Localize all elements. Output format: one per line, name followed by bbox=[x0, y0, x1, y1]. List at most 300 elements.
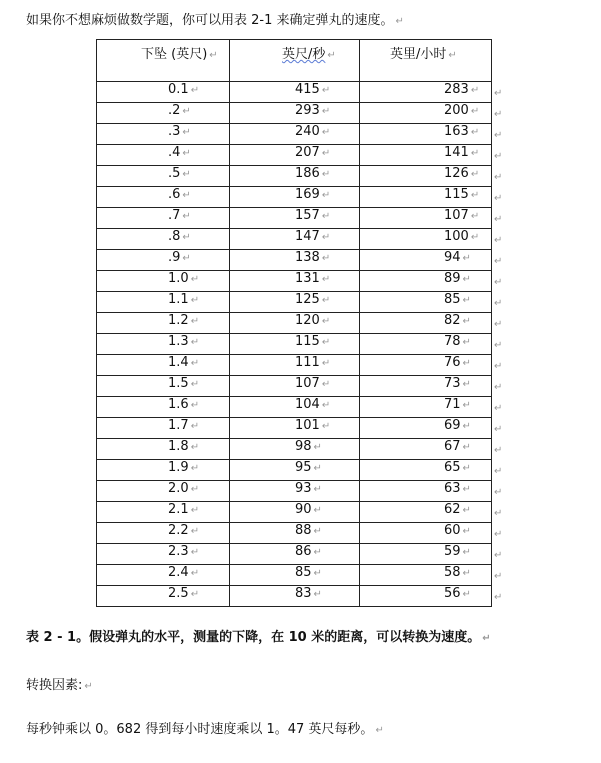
cell-mark-icon: ↵ bbox=[190, 295, 200, 306]
fps-cell-value: 147 bbox=[295, 229, 320, 244]
drop-cell-value: .3 bbox=[168, 124, 181, 139]
cell-mark-icon: ↵ bbox=[321, 106, 331, 117]
drop-cell bbox=[97, 397, 230, 418]
mph-cell bbox=[360, 166, 492, 187]
drop-cell-value: 1.7 bbox=[168, 418, 189, 433]
fps-cell bbox=[230, 166, 360, 187]
cell-mark-icon: ↵ bbox=[321, 421, 331, 432]
drop-cell bbox=[97, 103, 230, 124]
cell-mark-icon: ↵ bbox=[462, 274, 471, 285]
cell-mark-icon: ↵ bbox=[321, 316, 331, 327]
table-body bbox=[97, 82, 492, 607]
drop-cell-value: 2.1 bbox=[168, 502, 189, 517]
mph-cell-value: 69 bbox=[444, 418, 461, 433]
drop-cell-value: 1.0 bbox=[168, 271, 189, 286]
drop-cell-value: 1.3 bbox=[168, 334, 189, 349]
mph-cell bbox=[360, 481, 492, 502]
mph-cell bbox=[360, 376, 492, 397]
drop-cell bbox=[97, 292, 230, 313]
drop-cell-value: .7 bbox=[168, 208, 181, 223]
header-mph bbox=[360, 40, 492, 82]
mph-cell bbox=[360, 208, 492, 229]
drop-cell-value: .5 bbox=[168, 166, 181, 181]
table-row bbox=[97, 229, 492, 250]
caption-text: 表 2 - 1。假设弹丸的水平，测量的下降，在 10 米的距离，可以转换为速度。 bbox=[26, 630, 481, 645]
cell-mark-icon: ↵ bbox=[321, 274, 331, 285]
fps-cell-value: 169 bbox=[295, 187, 320, 202]
drop-cell bbox=[97, 502, 230, 523]
mph-cell bbox=[360, 250, 492, 271]
row-end-mark-icon: ↵ bbox=[494, 403, 503, 414]
paragraph-mark-icon: ↵ bbox=[84, 681, 93, 692]
fps-cell bbox=[230, 418, 360, 439]
mph-cell-value: 76 bbox=[444, 355, 461, 370]
cell-mark-icon: ↵ bbox=[190, 274, 200, 285]
fps-cell-value: 186 bbox=[295, 166, 320, 181]
cell-mark-icon: ↵ bbox=[470, 127, 480, 138]
drop-cell bbox=[97, 481, 230, 502]
cell-mark-icon: ↵ bbox=[462, 253, 471, 264]
drop-cell-value: 2.4 bbox=[168, 565, 189, 580]
table-row bbox=[97, 481, 492, 502]
cell-mark-icon: ↵ bbox=[313, 442, 322, 453]
drop-cell bbox=[97, 586, 230, 607]
row-end-mark-icon: ↵ bbox=[494, 340, 503, 351]
cell-mark-icon: ↵ bbox=[190, 505, 200, 516]
mph-cell-value: 65 bbox=[444, 460, 461, 475]
mph-cell bbox=[360, 82, 492, 103]
drop-cell-value: 2.0 bbox=[168, 481, 189, 496]
header-fps bbox=[230, 40, 360, 82]
row-end-mark-icon: ↵ bbox=[494, 571, 503, 582]
row-end-mark-icon: ↵ bbox=[494, 466, 503, 477]
conversion-title-text: 转换因素: bbox=[26, 678, 83, 693]
table-row bbox=[97, 208, 492, 229]
mph-cell bbox=[360, 229, 492, 250]
cell-mark-icon: ↵ bbox=[190, 589, 200, 600]
fps-cell-value: 293 bbox=[295, 103, 320, 118]
mph-cell-value: 67 bbox=[444, 439, 461, 454]
drop-cell-value: .8 bbox=[168, 229, 181, 244]
cell-mark-icon: ↵ bbox=[190, 379, 200, 390]
table-row bbox=[97, 355, 492, 376]
drop-cell bbox=[97, 355, 230, 376]
cell-mark-icon: ↵ bbox=[313, 547, 322, 558]
fps-cell-value: 98 bbox=[295, 439, 312, 454]
fps-cell bbox=[230, 271, 360, 292]
drop-cell bbox=[97, 187, 230, 208]
mph-cell bbox=[360, 334, 492, 355]
fps-cell-value: 115 bbox=[295, 334, 320, 349]
cell-mark-icon: ↵ bbox=[209, 50, 218, 61]
cell-mark-icon: ↵ bbox=[313, 526, 322, 537]
row-end-mark-icon: ↵ bbox=[494, 88, 503, 99]
table-caption bbox=[26, 626, 491, 645]
fps-cell-value: 88 bbox=[295, 523, 312, 538]
mph-cell-value: 85 bbox=[444, 292, 461, 307]
cell-mark-icon: ↵ bbox=[190, 442, 200, 453]
mph-cell-value: 59 bbox=[444, 544, 461, 559]
conversion-text-body: 每秒钟乘以 0。682 得到每小时速度乘以 1。47 英尺每秒。 bbox=[26, 722, 374, 737]
mph-cell-value: 58 bbox=[444, 565, 461, 580]
fps-cell bbox=[230, 229, 360, 250]
cell-mark-icon: ↵ bbox=[462, 337, 471, 348]
mph-cell bbox=[360, 418, 492, 439]
mph-cell-value: 82 bbox=[444, 313, 461, 328]
row-end-mark-icon: ↵ bbox=[494, 487, 503, 498]
cell-mark-icon: ↵ bbox=[321, 295, 331, 306]
mph-cell bbox=[360, 355, 492, 376]
mph-cell-value: 56 bbox=[444, 586, 461, 601]
table-row bbox=[97, 124, 492, 145]
row-end-mark-icon: ↵ bbox=[494, 445, 503, 456]
cell-mark-icon: ↵ bbox=[321, 379, 331, 390]
cell-mark-icon: ↵ bbox=[190, 358, 200, 369]
fps-cell bbox=[230, 250, 360, 271]
table-row bbox=[97, 439, 492, 460]
speed-table bbox=[96, 39, 492, 607]
cell-mark-icon: ↵ bbox=[470, 85, 480, 96]
mph-cell bbox=[360, 397, 492, 418]
fps-cell-value: 107 bbox=[295, 376, 320, 391]
row-end-mark-icon: ↵ bbox=[494, 550, 503, 561]
drop-cell-value: .2 bbox=[168, 103, 181, 118]
cell-mark-icon: ↵ bbox=[321, 253, 331, 264]
cell-mark-icon: ↵ bbox=[462, 484, 471, 495]
drop-cell bbox=[97, 208, 230, 229]
fps-cell-value: 101 bbox=[295, 418, 320, 433]
cell-mark-icon: ↵ bbox=[462, 442, 471, 453]
table-row bbox=[97, 460, 492, 481]
cell-mark-icon: ↵ bbox=[182, 211, 191, 222]
fps-cell bbox=[230, 124, 360, 145]
cell-mark-icon: ↵ bbox=[321, 190, 331, 201]
drop-cell-value: 0.1 bbox=[168, 82, 189, 97]
mph-cell bbox=[360, 460, 492, 481]
drop-cell-value: 1.1 bbox=[168, 292, 189, 307]
paragraph-mark-icon: ↵ bbox=[482, 633, 491, 644]
fps-cell-value: 104 bbox=[295, 397, 320, 412]
cell-mark-icon: ↵ bbox=[190, 337, 200, 348]
cell-mark-icon: ↵ bbox=[470, 169, 480, 180]
drop-cell-value: 1.8 bbox=[168, 439, 189, 454]
cell-mark-icon: ↵ bbox=[462, 568, 471, 579]
fps-cell-value: 120 bbox=[295, 313, 320, 328]
cell-mark-icon: ↵ bbox=[321, 400, 331, 411]
fps-cell bbox=[230, 460, 360, 481]
conversion-text bbox=[26, 718, 384, 737]
row-end-mark-icon: ↵ bbox=[494, 109, 503, 120]
mph-cell-value: 100 bbox=[444, 229, 469, 244]
cell-mark-icon: ↵ bbox=[190, 463, 200, 474]
cell-mark-icon: ↵ bbox=[321, 127, 331, 138]
cell-mark-icon: ↵ bbox=[327, 50, 336, 61]
cell-mark-icon: ↵ bbox=[462, 547, 471, 558]
fps-cell-value: 111 bbox=[295, 355, 320, 370]
mph-cell-value: 78 bbox=[444, 334, 461, 349]
mph-cell-value: 283 bbox=[444, 82, 469, 97]
intro-text: 如果你不想麻烦做数学题，你可以用表 2-1 来确定弹丸的速度。 bbox=[26, 13, 394, 28]
fps-cell bbox=[230, 82, 360, 103]
fps-cell-value: 86 bbox=[295, 544, 312, 559]
cell-mark-icon: ↵ bbox=[462, 379, 471, 390]
cell-mark-icon: ↵ bbox=[190, 484, 200, 495]
drop-cell-value: 1.6 bbox=[168, 397, 189, 412]
row-end-mark-icon: ↵ bbox=[494, 361, 503, 372]
fps-cell bbox=[230, 586, 360, 607]
cell-mark-icon: ↵ bbox=[182, 106, 191, 117]
cell-mark-icon: ↵ bbox=[190, 568, 200, 579]
paragraph-mark-icon: ↵ bbox=[375, 725, 384, 736]
fps-cell-value: 207 bbox=[295, 145, 320, 160]
mph-cell-value: 126 bbox=[444, 166, 469, 181]
fps-cell-value: 131 bbox=[295, 271, 320, 286]
drop-cell-value: 1.5 bbox=[168, 376, 189, 391]
row-end-mark-icon: ↵ bbox=[494, 298, 503, 309]
mph-cell-value: 62 bbox=[444, 502, 461, 517]
cell-mark-icon: ↵ bbox=[190, 316, 200, 327]
cell-mark-icon: ↵ bbox=[470, 232, 480, 243]
table-row bbox=[97, 544, 492, 565]
cell-mark-icon: ↵ bbox=[190, 547, 200, 558]
mph-cell bbox=[360, 124, 492, 145]
fps-cell bbox=[230, 565, 360, 586]
cell-mark-icon: ↵ bbox=[313, 463, 322, 474]
mph-cell bbox=[360, 103, 492, 124]
fps-cell-value: 95 bbox=[295, 460, 312, 475]
cell-mark-icon: ↵ bbox=[470, 211, 480, 222]
cell-mark-icon: ↵ bbox=[321, 211, 331, 222]
drop-cell bbox=[97, 271, 230, 292]
table-row bbox=[97, 187, 492, 208]
fps-cell-value: 90 bbox=[295, 502, 312, 517]
mph-cell bbox=[360, 586, 492, 607]
fps-cell bbox=[230, 145, 360, 166]
table-row bbox=[97, 271, 492, 292]
cell-mark-icon: ↵ bbox=[182, 169, 191, 180]
row-end-mark-icon: ↵ bbox=[494, 130, 503, 141]
cell-mark-icon: ↵ bbox=[470, 190, 480, 201]
row-end-mark-icon: ↵ bbox=[494, 172, 503, 183]
mph-cell-value: 107 bbox=[444, 208, 469, 223]
header-drop-label: 下坠 (英尺) bbox=[141, 47, 208, 62]
drop-cell bbox=[97, 82, 230, 103]
cell-mark-icon: ↵ bbox=[182, 148, 191, 159]
mph-cell bbox=[360, 544, 492, 565]
cell-mark-icon: ↵ bbox=[313, 589, 322, 600]
fps-cell bbox=[230, 502, 360, 523]
table-row bbox=[97, 313, 492, 334]
conversion-title bbox=[26, 674, 93, 693]
fps-cell-value: 138 bbox=[295, 250, 320, 265]
cell-mark-icon: ↵ bbox=[313, 568, 322, 579]
fps-cell-value: 240 bbox=[295, 124, 320, 139]
fps-cell-value: 157 bbox=[295, 208, 320, 223]
table-row bbox=[97, 292, 492, 313]
header-mph-label: 英里/小时 bbox=[390, 47, 447, 62]
cell-mark-icon: ↵ bbox=[462, 421, 471, 432]
fps-cell bbox=[230, 187, 360, 208]
cell-mark-icon: ↵ bbox=[190, 85, 200, 96]
row-end-mark-icon: ↵ bbox=[494, 235, 503, 246]
row-end-mark-icon: ↵ bbox=[494, 592, 503, 603]
fps-cell bbox=[230, 355, 360, 376]
table-row bbox=[97, 376, 492, 397]
table-row bbox=[97, 523, 492, 544]
fps-cell bbox=[230, 481, 360, 502]
cell-mark-icon: ↵ bbox=[470, 148, 480, 159]
row-end-mark-icon: ↵ bbox=[494, 508, 503, 519]
cell-mark-icon: ↵ bbox=[313, 484, 322, 495]
fps-cell-value: 83 bbox=[295, 586, 312, 601]
table-row bbox=[97, 397, 492, 418]
drop-cell bbox=[97, 124, 230, 145]
mph-cell-value: 141 bbox=[444, 145, 469, 160]
row-end-mark-icon: ↵ bbox=[494, 277, 503, 288]
cell-mark-icon: ↵ bbox=[462, 400, 471, 411]
drop-cell-value: 1.4 bbox=[168, 355, 189, 370]
row-end-mark-icon: ↵ bbox=[494, 529, 503, 540]
row-end-mark-icon: ↵ bbox=[494, 256, 503, 267]
table-row bbox=[97, 502, 492, 523]
drop-cell bbox=[97, 166, 230, 187]
mph-cell bbox=[360, 502, 492, 523]
cell-mark-icon: ↵ bbox=[313, 505, 322, 516]
drop-cell bbox=[97, 523, 230, 544]
drop-cell-value: 1.2 bbox=[168, 313, 189, 328]
cell-mark-icon: ↵ bbox=[462, 526, 471, 537]
drop-cell-value: .6 bbox=[168, 187, 181, 202]
cell-mark-icon: ↵ bbox=[321, 358, 331, 369]
drop-cell bbox=[97, 376, 230, 397]
drop-cell-value: .9 bbox=[168, 250, 181, 265]
cell-mark-icon: ↵ bbox=[462, 358, 471, 369]
cell-mark-icon: ↵ bbox=[321, 169, 331, 180]
cell-mark-icon: ↵ bbox=[182, 253, 191, 264]
mph-cell bbox=[360, 523, 492, 544]
cell-mark-icon: ↵ bbox=[321, 337, 331, 348]
mph-cell-value: 63 bbox=[444, 481, 461, 496]
drop-cell bbox=[97, 460, 230, 481]
cell-mark-icon: ↵ bbox=[470, 106, 480, 117]
fps-cell bbox=[230, 103, 360, 124]
fps-cell-value: 415 bbox=[295, 82, 320, 97]
cell-mark-icon: ↵ bbox=[182, 232, 191, 243]
mph-cell-value: 115 bbox=[444, 187, 469, 202]
drop-cell bbox=[97, 565, 230, 586]
mph-cell bbox=[360, 565, 492, 586]
mph-cell-value: 60 bbox=[444, 523, 461, 538]
intro-paragraph bbox=[26, 9, 404, 28]
paragraph-mark-icon: ↵ bbox=[395, 16, 404, 27]
drop-cell-value: 1.9 bbox=[168, 460, 189, 475]
mph-cell bbox=[360, 187, 492, 208]
table-row bbox=[97, 166, 492, 187]
cell-mark-icon: ↵ bbox=[462, 316, 471, 327]
table-header-row bbox=[97, 40, 492, 82]
cell-mark-icon: ↵ bbox=[321, 148, 331, 159]
table-row bbox=[97, 418, 492, 439]
cell-mark-icon: ↵ bbox=[321, 232, 331, 243]
row-end-marks bbox=[494, 83, 504, 608]
row-end-mark-icon: ↵ bbox=[494, 424, 503, 435]
mph-cell-value: 73 bbox=[444, 376, 461, 391]
fps-cell-value: 125 bbox=[295, 292, 320, 307]
cell-mark-icon: ↵ bbox=[190, 421, 200, 432]
cell-mark-icon: ↵ bbox=[462, 505, 471, 516]
drop-cell bbox=[97, 250, 230, 271]
table-row bbox=[97, 334, 492, 355]
drop-cell bbox=[97, 334, 230, 355]
mph-cell-value: 163 bbox=[444, 124, 469, 139]
fps-cell bbox=[230, 292, 360, 313]
table-row bbox=[97, 82, 492, 103]
table-row bbox=[97, 565, 492, 586]
drop-cell bbox=[97, 313, 230, 334]
row-end-mark-icon: ↵ bbox=[494, 151, 503, 162]
drop-cell-value: 2.2 bbox=[168, 523, 189, 538]
cell-mark-icon: ↵ bbox=[182, 127, 191, 138]
cell-mark-icon: ↵ bbox=[321, 85, 331, 96]
drop-cell bbox=[97, 439, 230, 460]
drop-cell-value: .4 bbox=[168, 145, 181, 160]
mph-cell-value: 89 bbox=[444, 271, 461, 286]
mph-cell bbox=[360, 292, 492, 313]
table-row bbox=[97, 250, 492, 271]
cell-mark-icon: ↵ bbox=[190, 400, 200, 411]
fps-cell bbox=[230, 334, 360, 355]
cell-mark-icon: ↵ bbox=[448, 50, 457, 61]
drop-cell bbox=[97, 145, 230, 166]
fps-cell bbox=[230, 523, 360, 544]
mph-cell bbox=[360, 313, 492, 334]
header-fps-label: 英尺/秒 bbox=[282, 47, 326, 62]
row-end-mark-icon: ↵ bbox=[494, 214, 503, 225]
table-row bbox=[97, 103, 492, 124]
row-end-mark-icon: ↵ bbox=[494, 319, 503, 330]
fps-cell bbox=[230, 544, 360, 565]
fps-cell bbox=[230, 439, 360, 460]
cell-mark-icon: ↵ bbox=[182, 190, 191, 201]
cell-mark-icon: ↵ bbox=[462, 295, 471, 306]
drop-cell-value: 2.5 bbox=[168, 586, 189, 601]
fps-cell bbox=[230, 376, 360, 397]
row-end-mark-icon: ↵ bbox=[494, 193, 503, 204]
drop-cell-value: 2.3 bbox=[168, 544, 189, 559]
cell-mark-icon: ↵ bbox=[462, 589, 471, 600]
fps-cell-value: 93 bbox=[295, 481, 312, 496]
row-end-mark-icon: ↵ bbox=[494, 382, 503, 393]
mph-cell-value: 94 bbox=[444, 250, 461, 265]
table-row bbox=[97, 586, 492, 607]
table-row bbox=[97, 145, 492, 166]
mph-cell bbox=[360, 439, 492, 460]
cell-mark-icon: ↵ bbox=[190, 526, 200, 537]
header-drop bbox=[97, 40, 230, 82]
drop-cell bbox=[97, 418, 230, 439]
fps-cell bbox=[230, 208, 360, 229]
mph-cell bbox=[360, 271, 492, 292]
drop-cell bbox=[97, 544, 230, 565]
mph-cell-value: 200 bbox=[444, 103, 469, 118]
fps-cell-value: 85 bbox=[295, 565, 312, 580]
mph-cell-value: 71 bbox=[444, 397, 461, 412]
drop-cell bbox=[97, 229, 230, 250]
mph-cell bbox=[360, 145, 492, 166]
fps-cell bbox=[230, 313, 360, 334]
fps-cell bbox=[230, 397, 360, 418]
cell-mark-icon: ↵ bbox=[462, 463, 471, 474]
